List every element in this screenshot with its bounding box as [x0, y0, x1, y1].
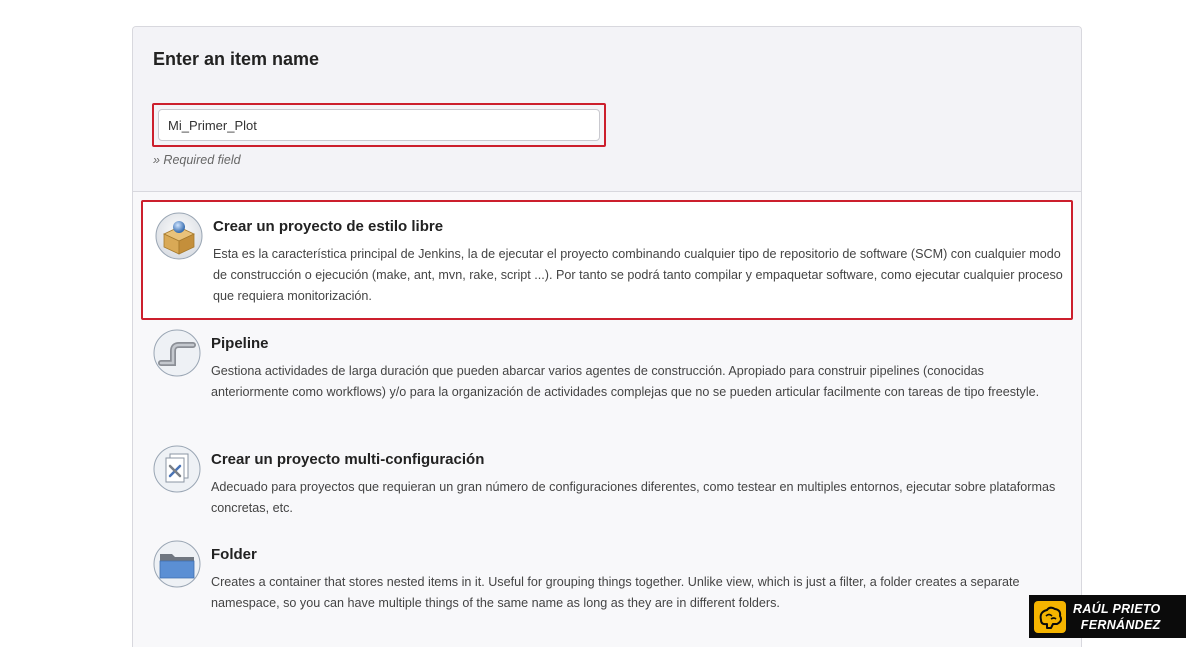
- watermark-line-1: RAÚL PRIETO: [1073, 601, 1161, 616]
- page-title: Enter an item name: [153, 49, 320, 69]
- item-type-multi-config[interactable]: [141, 435, 1073, 535]
- new-item-panel: [132, 26, 1082, 647]
- item-name-section: [133, 27, 1081, 192]
- required-field-note: » Required field: [153, 153, 241, 167]
- item-description: Creates a container that stores nested items in it. Useful for grouping things together. Unlike view, which is just a filter, a folder creates a separate namespace, so you can have multiple things of the same name as long as they are in different folders.: [211, 575, 1020, 610]
- item-description: Adecuado para proyectos que requieran un gran número de configuraciones diferentes, como testear en multiples entornos, ejecutar sobre plataformas concretas, etc.: [211, 480, 1056, 515]
- watermark-logo: [1029, 595, 1186, 638]
- multi-config-icon: [153, 445, 201, 493]
- item-type-folder[interactable]: [141, 530, 1073, 640]
- item-name-input-highlight: [152, 103, 606, 147]
- item-type-freestyle[interactable]: [141, 200, 1073, 320]
- watermark-line-2: FERNÁNDEZ: [1080, 617, 1161, 632]
- item-title: Folder: [211, 546, 257, 563]
- pipeline-icon: [153, 329, 201, 377]
- item-type-pipeline[interactable]: [141, 319, 1073, 437]
- item-title: Crear un proyecto multi-configuración: [211, 451, 485, 468]
- item-title: Crear un proyecto de estilo libre: [213, 218, 444, 235]
- item-title: Pipeline: [211, 335, 269, 352]
- folder-icon: [153, 540, 201, 588]
- item-description: Gestiona actividades de larga duración que pueden abarcar varios agentes de construcción. Apropiado para construir pipelines (conocidas anteriormente como workflows) y/o para la organización de actividades complejas que no se pueden articular facilmente con tareas de tipo freestyle.: [211, 364, 1040, 399]
- freestyle-package-icon: [155, 212, 203, 260]
- item-description: Esta es la característica principal de Jenkins, la de ejecutar el proyecto combinando cualquier tipo de repositorio de software (SCM) con cualquier modo de construcción o ejecución (make, ant, mvn, rake, script ...). Por tanto se podrá tanto compilar y empaquetar software, como ejecutar cualquier proceso que requiera monitorización.: [213, 247, 1063, 303]
- brain-logo-icon: [1033, 600, 1067, 634]
- item-name-input[interactable]: [158, 109, 600, 141]
- watermark-text: [1073, 601, 1161, 633]
